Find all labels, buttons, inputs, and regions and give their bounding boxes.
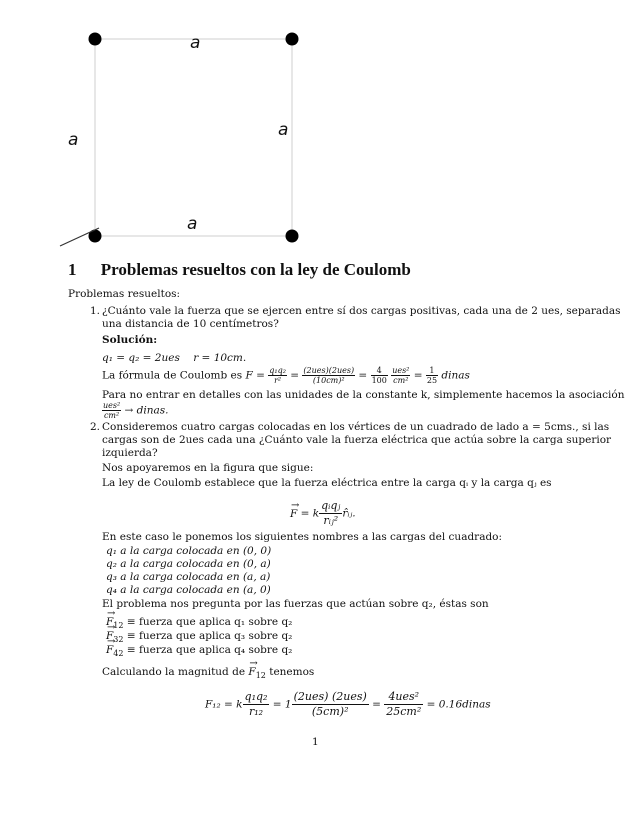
side-label-top: a [190, 33, 201, 53]
problem-2-line-1: Consideremos cuatro cargas colocadas en los vértices de un cuadrado de lado a = 5cms., si las [102, 421, 610, 433]
page-number: 1 [312, 736, 319, 748]
note-tail: → dinas. [124, 404, 169, 417]
force-def-42: → $F_{42}$ ≡ fuerza que aplica q₄ sobre q₂ [106, 644, 292, 660]
final-lhs: F₁₂ = k [205, 698, 243, 711]
side-label-right: a [278, 120, 289, 140]
eq-equals-k: = k [300, 507, 320, 520]
eq-unit-vector: r̂ᵢⱼ. [342, 507, 356, 520]
problem-1-given: q₁ = q₂ = 2ues r = 10cm. [102, 352, 247, 364]
names-intro: En este caso le ponemos los siguientes nombres a las cargas del cuadrado: [102, 531, 503, 543]
charge-bottom-right [286, 230, 299, 243]
formula-unit: dinas [441, 369, 470, 382]
problem-1-note: Para no entrar en detalles con las unidades de la constante k, simplemente hacemos la asociación [102, 389, 625, 401]
section-title: Problemas resueltos con la ley de Coulomb [100, 260, 411, 279]
charge-top-right [286, 33, 299, 46]
charge-top-left [89, 33, 102, 46]
calc-lead-line: Calculando la magnitud de → $F_{12}$ tenemos [102, 666, 314, 682]
note-fraction: $\frac{\text{ues²}}{\text{cm²}}$ [103, 401, 121, 420]
fraction-1: $\frac{\text{q₁q₂}}{\text{r²}}$ [269, 366, 286, 385]
solution-label: Solución: [102, 334, 158, 346]
coulomb-vector-equation [290, 499, 356, 528]
final-result: = 0.16dinas [426, 698, 491, 711]
side-label-left: a [68, 130, 79, 150]
problem-2-law: La ley de Coulomb establece que la fuerza eléctrica entre la carga qᵢ y la carga qⱼ es [102, 477, 552, 489]
problem-1-line-2: una distancia de 10 centímetros? [102, 318, 279, 330]
problem-2-support: Nos apoyaremos en la figura que sigue: [102, 462, 314, 474]
problem-2-line-2: cargas son de 2ues cada una ¿Cuánto vale la fuerza eléctrica que actúa sobre la carga superior [102, 434, 612, 446]
final-magnitude-equation [205, 690, 491, 719]
problem-1-line-1: ¿Cuánto vale la fuerza que se ejercen entre sí dos cargas positivas, cada una de 2 ues, separadas [102, 305, 621, 317]
charge-name-3: q₃ a la carga colocada en (a, a) [106, 571, 271, 583]
intro-text: Problemas resueltos: [68, 288, 181, 300]
side-label-bottom: a [187, 214, 198, 234]
formula-F: F = [245, 369, 265, 382]
problem-2-line-3: izquierda? [102, 447, 158, 459]
fraction-2: $\frac{\text{(2ues)(2ues)}}{\text{(10cm)²}}$ [303, 366, 355, 385]
forces-question: El problema nos pregunta por las fuerzas que actúan sobre q₂, éstas son [102, 598, 489, 610]
formula-lead: La fórmula de Coulomb es [102, 369, 243, 382]
force-def-12: → $F_{12}$ ≡ fuerza que aplica q₁ sobre q₂ [106, 616, 292, 632]
final-eq1: = 1 [272, 698, 292, 711]
fraction-3: $\frac{4}{100}$ [371, 366, 387, 385]
eq-fraction: qᵢqⱼ rᵢⱼ² [321, 499, 341, 527]
fraction-4: $\frac{\text{ues²}}{\text{cm²}}$ [392, 366, 410, 385]
force-def-32: → $F_{32}$ ≡ fuerza que aplica q₃ sobre q₂ [106, 630, 292, 646]
section-heading [68, 260, 411, 280]
charge-name-4: q₄ a la carga colocada en (a, 0) [106, 584, 271, 596]
problem-2-number: 2. [90, 421, 101, 433]
final-fraction-1: $\frac{\text{q₁q₂}}{\text{r₁₂}}$ [244, 690, 268, 718]
final-fraction-3: 4ues² 25cm² [386, 690, 422, 718]
problem-1-note-assoc [102, 401, 169, 420]
fraction-5: $\frac{1}{25}$ [426, 366, 438, 385]
section-number: 1 [68, 260, 77, 279]
final-fraction-2: (2ues) (2ues) (5cm)² [293, 690, 367, 718]
charge-name-2: q₂ a la carga colocada en (0, a) [106, 558, 271, 570]
charges-square-figure [0, 0, 638, 260]
problem-1-number: 1. [90, 305, 101, 317]
charge-name-1: q₁ a la carga colocada en (0, 0) [106, 545, 272, 557]
final-eq2: = [372, 698, 381, 711]
coulomb-formula: La fórmula de Coulomb es F = $\frac{\text{q₁q₂}}{\text{r²}}$ = $\frac{\text{(2ues)(2ues)}}{\text{(10cm)²}}$ = $\frac{4}{100}$ $\frac{\text{ues²}}{\text{cm²}}$ = $\frac{1}{25}$ dinas [102, 366, 470, 385]
force-vector-symbol: → F [290, 508, 297, 521]
